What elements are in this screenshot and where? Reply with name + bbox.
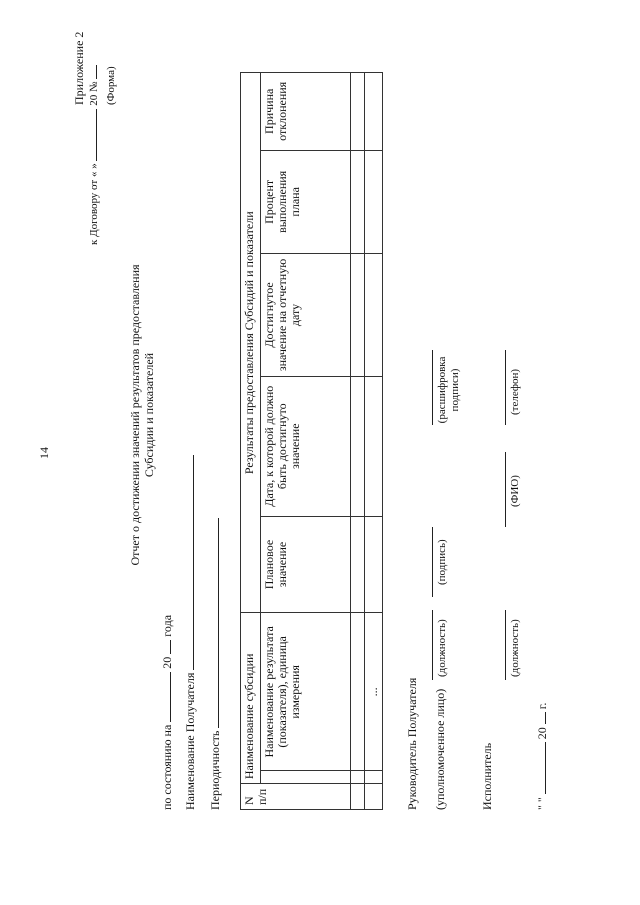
date-month-line <box>545 742 546 794</box>
periodicity-line <box>218 518 219 728</box>
contract-date-line <box>96 109 97 161</box>
as-of-date-line <box>170 672 171 722</box>
header-percent: Процент выполнения плана <box>261 150 351 253</box>
phone-caption: (телефон) <box>509 368 521 415</box>
date-year-suffix: г. <box>535 702 549 710</box>
cell-reason <box>365 73 383 151</box>
cell-planned <box>365 516 383 613</box>
appendix-contract-prefix <box>88 65 100 245</box>
contract-number-line <box>96 65 97 79</box>
position-line <box>432 610 433 680</box>
contract-label: к Договору от <box>88 179 100 245</box>
cell-num <box>365 784 383 810</box>
header-planned: Плановое значение <box>261 516 351 613</box>
cell-indicator <box>351 613 365 771</box>
report-title-line2: Субсидии и показателей <box>142 352 156 478</box>
as-of-label: по состоянию на <box>160 724 174 810</box>
header-achieved: Достигнутое значение на отчетную дату <box>261 254 351 377</box>
report-title <box>128 255 156 575</box>
cell-ellipsis: ... <box>365 613 383 771</box>
head-subtitle: (уполномоченное лицо) <box>433 688 447 810</box>
position2-caption: (должность) <box>509 619 521 677</box>
cell-achieved <box>365 254 383 377</box>
header-subsidy: Наименование субсидии <box>241 613 261 784</box>
report-title-line1: Отчет о достижении значений результатов предоставления <box>128 264 142 566</box>
header-indicator: Наименование результата (показателя), единица измерения <box>261 613 351 771</box>
fio-line <box>505 452 506 527</box>
table-row <box>351 73 365 810</box>
date-year-line <box>545 712 546 724</box>
decode-caption: (расшифровка подписи) <box>436 356 461 424</box>
date-field <box>535 703 550 810</box>
cell-num <box>351 784 365 810</box>
cell-target-date <box>365 376 383 516</box>
head-title: Руководитель Получателя <box>405 677 419 810</box>
as-of-year-line <box>170 640 171 654</box>
date-quotes: " " <box>535 797 549 810</box>
results-table <box>240 72 383 810</box>
phone-line <box>505 350 506 425</box>
contract-date-day: « » <box>88 160 100 178</box>
recipient-field <box>183 455 198 810</box>
cell-percent <box>365 150 383 253</box>
position-caption: (должность) <box>436 619 448 677</box>
signature-line <box>432 527 433 597</box>
fio-caption: (ФИО) <box>509 475 521 507</box>
header-num: N п/п <box>241 784 351 810</box>
as-of-year-prefix: 20 <box>160 656 174 669</box>
recipient-label: Наименование Получателя <box>183 672 197 810</box>
as-of-field <box>160 615 175 810</box>
signature-caption: (подпись) <box>436 539 448 585</box>
cell-reason <box>351 73 365 151</box>
cell-achieved <box>351 254 365 377</box>
page-number: 14 <box>37 447 51 459</box>
table-row <box>365 73 383 810</box>
cell-percent <box>351 150 365 253</box>
header-subsidy-blank <box>261 771 351 784</box>
periodicity-label: Периодичность <box>208 730 222 810</box>
executor-title: Исполнитель <box>480 742 494 810</box>
recipient-line <box>193 455 194 670</box>
form-label: (Форма) <box>105 66 117 105</box>
cell-subsidy-blank <box>351 771 365 784</box>
header-reason: Причина отклонения <box>261 73 351 151</box>
as-of-year-word: года <box>160 614 174 637</box>
appendix-label: Приложение 2 <box>72 31 86 105</box>
position2-line <box>505 610 506 680</box>
contract-year-number: 20 № <box>88 81 100 106</box>
cell-target-date <box>351 376 365 516</box>
header-target-date: Дата, к которой должно быть достигнуто значение <box>261 376 351 516</box>
header-results-group: Результаты предоставления Субсидий и показатели <box>241 73 261 613</box>
periodicity-field <box>208 518 223 810</box>
date-year-prefix: 20 <box>535 727 549 740</box>
cell-planned <box>351 516 365 613</box>
cell-subsidy-blank <box>365 771 383 784</box>
decode-line <box>432 350 433 425</box>
